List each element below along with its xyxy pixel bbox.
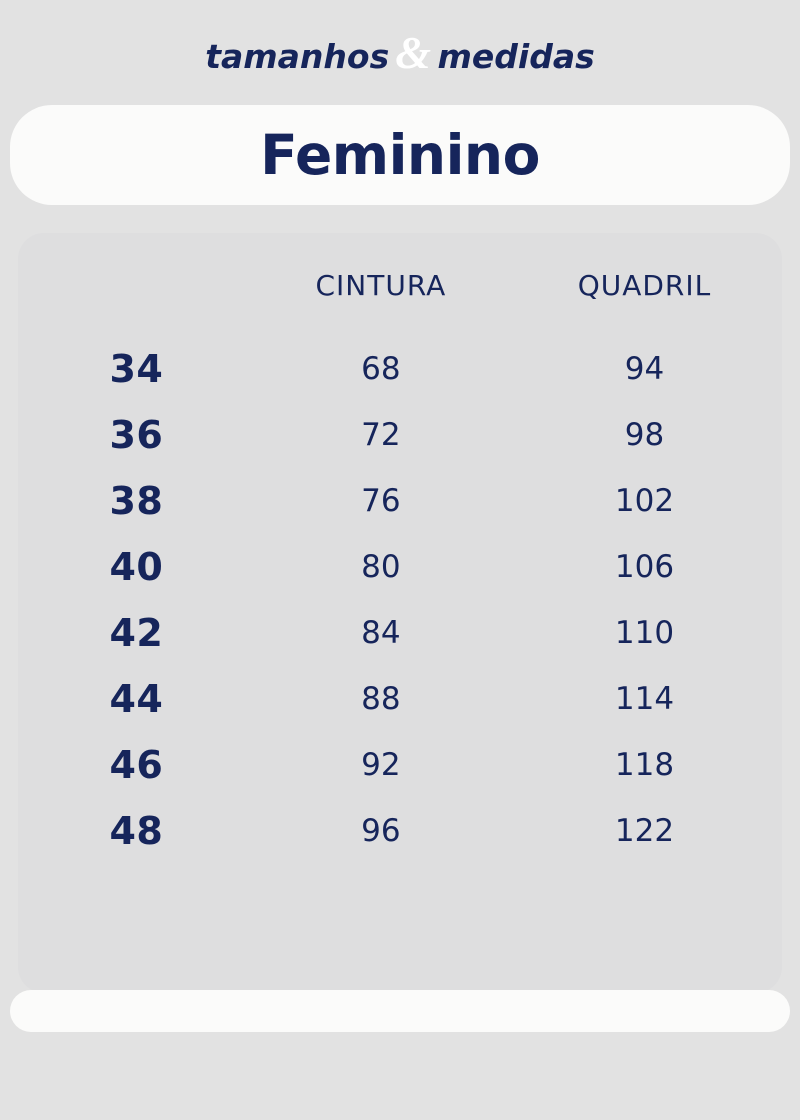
cell-quadril: 114 <box>614 681 675 717</box>
header <box>0 0 800 105</box>
cell-size: 48 <box>109 809 164 853</box>
header-title <box>205 26 595 78</box>
table-row <box>18 666 782 732</box>
cell-cintura: 72 <box>361 417 401 453</box>
cell-quadril: 106 <box>614 549 675 585</box>
title-card <box>10 105 790 205</box>
cell-cintura: 76 <box>361 483 401 519</box>
cell-quadril: 94 <box>624 351 665 387</box>
header-word-medidas: medidas <box>437 36 595 76</box>
cell-cintura: 96 <box>361 813 401 849</box>
table-row <box>18 336 782 402</box>
table-row <box>18 534 782 600</box>
column-header-cintura: CINTURA <box>315 269 447 302</box>
cell-size: 46 <box>109 743 164 787</box>
cell-size: 34 <box>109 347 164 391</box>
cell-size: 42 <box>109 611 164 655</box>
cell-quadril: 102 <box>614 483 675 519</box>
cell-quadril: 118 <box>614 747 675 783</box>
page-title: Feminino <box>260 123 540 187</box>
table-header-row <box>18 259 782 336</box>
cell-cintura: 84 <box>361 615 401 651</box>
cell-cintura: 80 <box>361 549 401 585</box>
bottom-divider <box>10 990 790 1032</box>
cell-size: 36 <box>109 413 164 457</box>
measurements-card <box>18 233 782 993</box>
column-header-size <box>18 259 255 336</box>
column-header-quadril: QUADRIL <box>577 269 712 302</box>
cell-cintura: 68 <box>361 351 401 387</box>
cell-cintura: 88 <box>361 681 401 717</box>
table-row <box>18 798 782 864</box>
header-ampersand: & <box>395 26 432 78</box>
table-row <box>18 402 782 468</box>
bottom-background <box>0 1032 800 1120</box>
table-row <box>18 732 782 798</box>
cell-quadril: 122 <box>614 813 675 849</box>
cell-cintura: 92 <box>361 747 401 783</box>
cell-quadril: 110 <box>614 615 675 651</box>
header-word-tamanhos: tamanhos <box>205 36 390 76</box>
cell-size: 40 <box>109 545 164 589</box>
table-row <box>18 600 782 666</box>
cell-size: 44 <box>109 677 164 721</box>
table-row <box>18 468 782 534</box>
cell-size: 38 <box>109 479 164 523</box>
measurements-table <box>18 259 782 864</box>
cell-quadril: 98 <box>624 417 665 453</box>
